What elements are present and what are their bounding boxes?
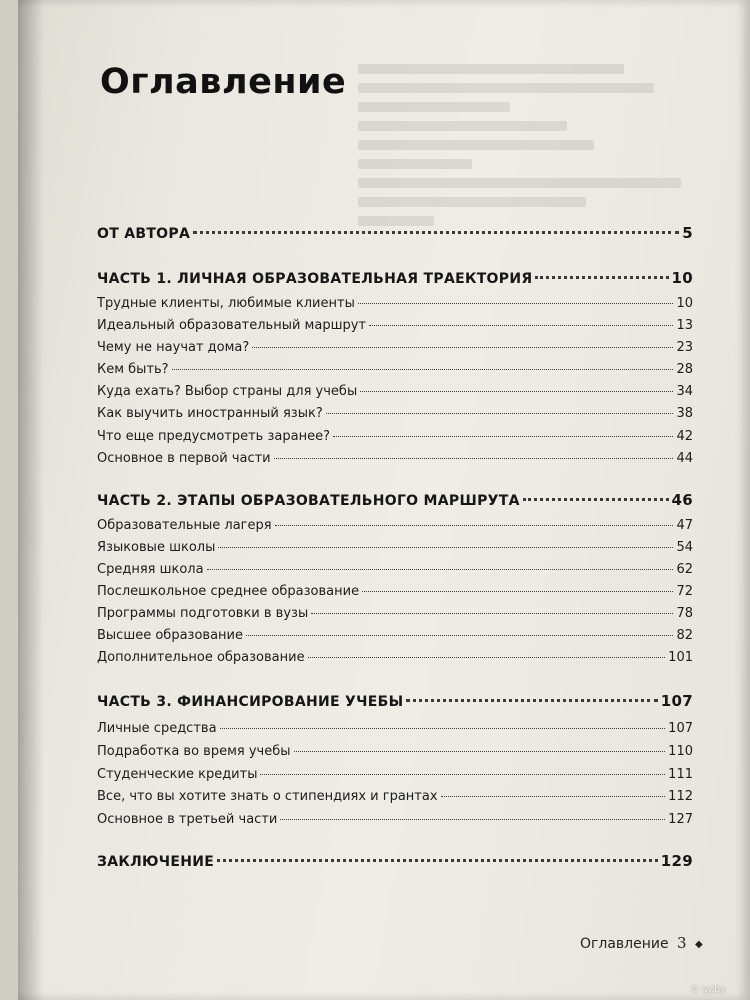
toc-entry: [97, 318, 693, 333]
toc-entry-page: 13: [676, 318, 693, 333]
dot-leader: [406, 699, 657, 702]
toc-entry: [97, 340, 693, 355]
page-footer: [580, 934, 703, 952]
toc-entry-page: 23: [676, 340, 693, 355]
dot-leader: [207, 569, 674, 570]
toc-entry-page: 111: [668, 767, 693, 782]
dot-leader: [326, 413, 674, 414]
toc-title: Оглавление: [100, 62, 347, 102]
dot-leader: [217, 859, 658, 862]
dot-leader: [360, 391, 673, 392]
toc-entry: [97, 362, 693, 377]
toc-entry: [97, 812, 693, 827]
toc-entry-page: 107: [660, 692, 693, 710]
dot-leader: [311, 613, 673, 614]
toc-entry: [97, 767, 693, 782]
toc-entry-label: Куда ехать? Выбор страны для учебы: [97, 384, 358, 399]
toc-entry-page: 107: [668, 721, 693, 736]
dot-leader: [218, 547, 673, 548]
toc-entry-label: Кем быть?: [97, 362, 169, 377]
toc-entry-label: Основное в первой части: [97, 451, 271, 466]
toc-entry-page: 110: [668, 744, 693, 759]
toc-entry-label: Средняя школа: [97, 562, 204, 577]
dot-leader: [441, 796, 666, 797]
dot-leader: [220, 728, 666, 729]
toc-entry-label: Студенческие кредиты: [97, 767, 258, 782]
dot-leader: [362, 591, 673, 592]
toc-entry-page: 72: [676, 584, 693, 599]
toc-entry: [97, 296, 693, 311]
toc-entry: [97, 406, 693, 421]
toc-entry-label: Послешкольное среднее образование: [97, 584, 360, 599]
toc-entry-label: Подработка во время учебы: [97, 744, 291, 759]
toc-entry: [97, 744, 693, 759]
toc-entry-page: 129: [660, 852, 693, 870]
toc-entry-page: 34: [676, 384, 693, 399]
toc-entry-page: 10: [676, 296, 693, 311]
dot-leader: [274, 458, 674, 459]
diamond-icon: ◆: [695, 939, 703, 950]
toc-entry: [97, 540, 693, 555]
toc-entry: [97, 429, 693, 444]
toc-entry-page: 5: [682, 224, 693, 242]
dot-leader: [358, 303, 674, 304]
toc-entry-label: ОТ АВТОРА: [97, 226, 191, 242]
toc-entry-label: Чему не научат дома?: [97, 340, 250, 355]
toc-entry-label: ЗАКЛЮЧЕНИЕ: [97, 854, 215, 870]
toc-entry-page: 127: [668, 812, 693, 827]
toc-entry: [97, 852, 693, 870]
toc-entry: [97, 584, 693, 599]
toc-entry-page: 44: [676, 451, 693, 466]
toc-entry-label: Языковые школы: [97, 540, 216, 555]
dot-leader: [294, 751, 666, 752]
toc-entry-label: Все, что вы хотите знать о стипендиях и грантах: [97, 789, 438, 804]
toc-entry: [97, 562, 693, 577]
dot-leader: [193, 231, 679, 234]
toc-entry-label: Дополнительное образование: [97, 650, 305, 665]
dot-leader: [333, 436, 673, 437]
toc-entry: [97, 628, 693, 643]
toc-entry-page: 101: [668, 650, 693, 665]
toc-entry-label: Программы подготовки в вузы: [97, 606, 309, 621]
dot-leader: [275, 525, 674, 526]
toc-entry-label: Как выучить иностранный язык?: [97, 406, 323, 421]
toc-entry-label: Что еще предусмотреть заранее?: [97, 429, 330, 444]
toc-entry-page: 42: [676, 429, 693, 444]
toc-entry: [97, 692, 693, 710]
dot-leader: [260, 774, 665, 775]
dot-leader: [535, 276, 668, 279]
dot-leader: [308, 657, 666, 658]
toc-entry-label: Образовательные лагеря: [97, 518, 272, 533]
toc-entry-label: ЧАСТЬ 1. ЛИЧНАЯ ОБРАЗОВАТЕЛЬНАЯ ТРАЕКТОРИЯ: [97, 271, 533, 287]
page-number: 3: [677, 934, 687, 952]
toc-entry-page: 78: [676, 606, 693, 621]
toc-entry: [97, 269, 693, 287]
toc-entry: [97, 721, 693, 736]
toc-entry-page: 46: [671, 491, 693, 509]
running-head: Оглавление: [580, 936, 669, 952]
toc-entry: [97, 606, 693, 621]
toc-entry-label: Основное в третьей части: [97, 812, 278, 827]
toc-entry-page: 28: [676, 362, 693, 377]
toc-entry-label: ЧАСТЬ 2. ЭТАПЫ ОБРАЗОВАТЕЛЬНОГО МАРШРУТА: [97, 493, 520, 509]
dot-leader: [252, 347, 673, 348]
toc-entry: [97, 384, 693, 399]
toc-entry-label: Высшее образование: [97, 628, 243, 643]
toc-entry: [97, 650, 693, 665]
toc-entry: [97, 518, 693, 533]
toc-entry: [97, 224, 693, 242]
toc-entry-page: 82: [676, 628, 693, 643]
dot-leader: [280, 819, 665, 820]
toc-entry-page: 54: [676, 540, 693, 555]
dot-leader: [369, 325, 673, 326]
toc-entry: [97, 451, 693, 466]
spine-shadow: [18, 0, 44, 1000]
toc-entry-label: ЧАСТЬ 3. ФИНАНСИРОВАНИЕ УЧЕБЫ: [97, 694, 404, 710]
dot-leader: [172, 369, 674, 370]
toc-entry-page: 62: [676, 562, 693, 577]
toc-entry: [97, 789, 693, 804]
table-of-contents: [97, 0, 693, 1000]
toc-entry-label: Личные средства: [97, 721, 217, 736]
toc-entry-label: Трудные клиенты, любимые клиенты: [97, 296, 355, 311]
toc-entry-page: 112: [668, 789, 693, 804]
toc-entry: [97, 491, 693, 509]
watermark: © ay.by: [690, 985, 726, 995]
toc-entry-page: 10: [671, 269, 693, 287]
toc-entry-label: Идеальный образовательный маршрут: [97, 318, 367, 333]
toc-entry-page: 38: [676, 406, 693, 421]
dot-leader: [246, 635, 673, 636]
dot-leader: [523, 498, 669, 501]
toc-entry-page: 47: [676, 518, 693, 533]
